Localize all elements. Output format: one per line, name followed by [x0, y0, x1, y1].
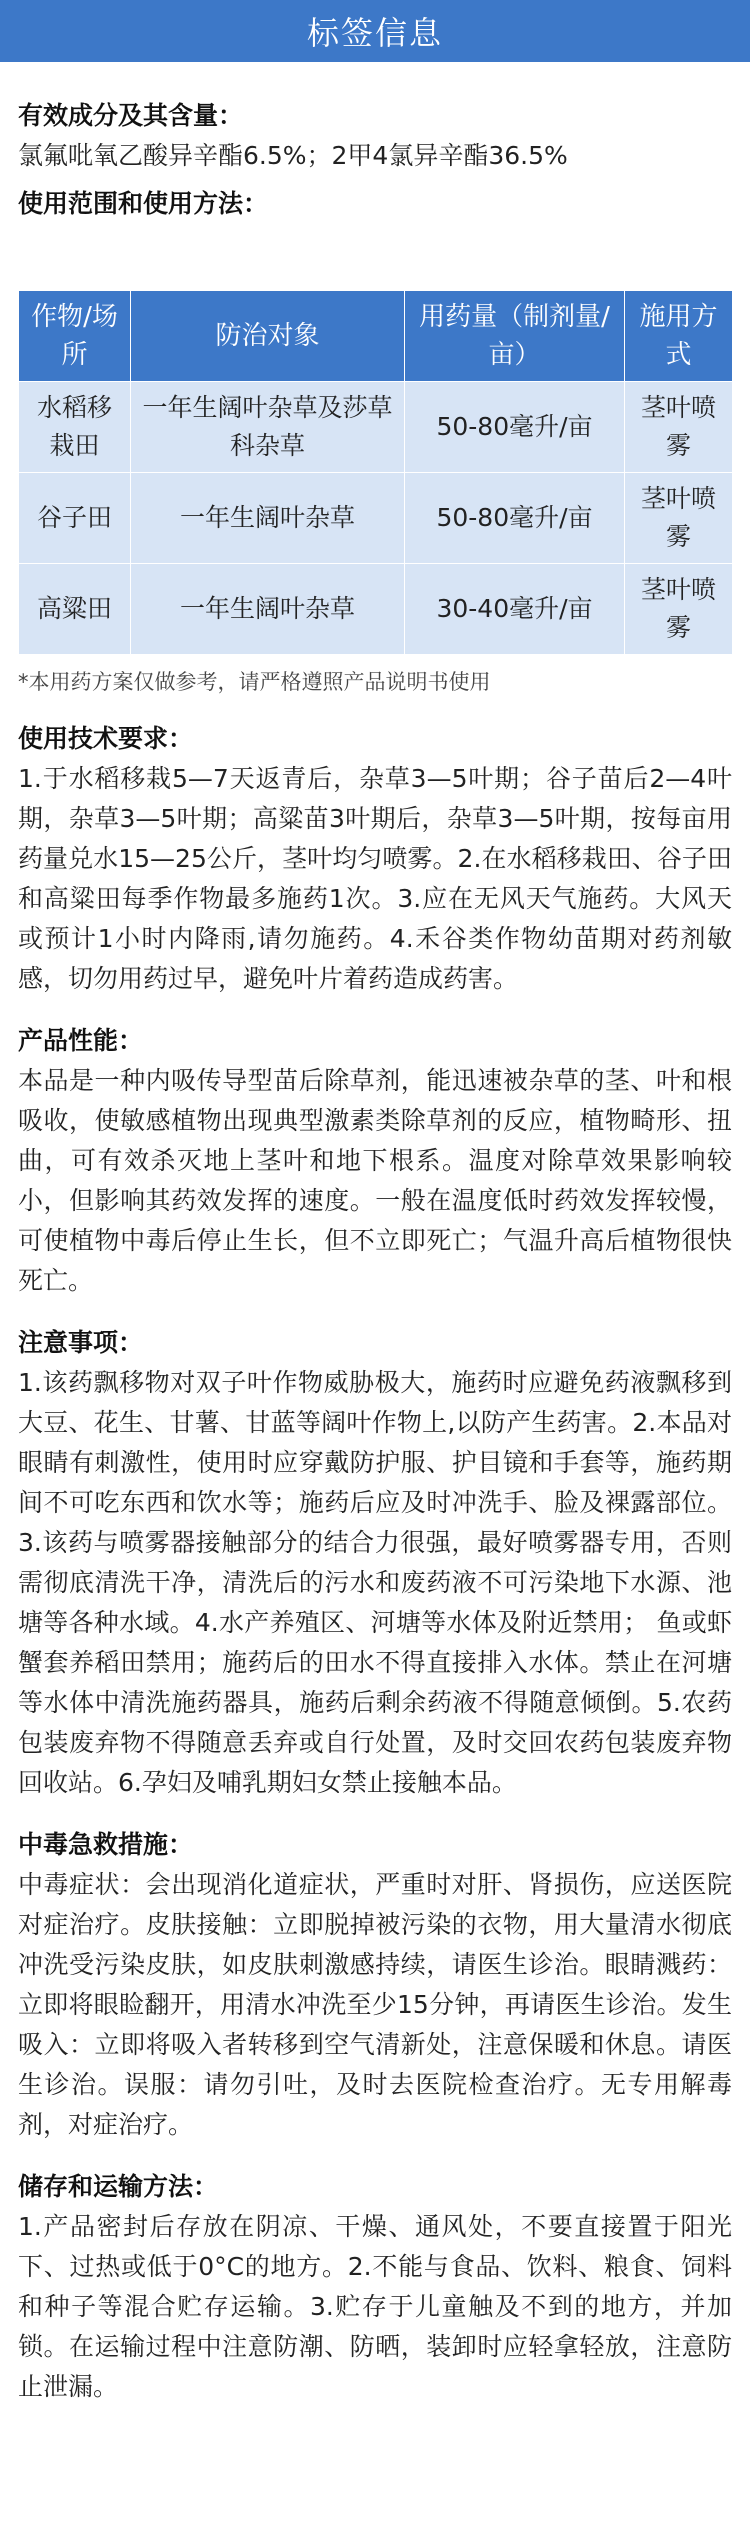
firstaid-section — [18, 1825, 732, 2145]
col-header-method: 施用方式 — [625, 291, 733, 382]
technical-title: 使用技术要求： — [18, 724, 194, 753]
performance-title: 产品性能： — [18, 1026, 144, 1055]
storage-section — [18, 2167, 732, 2407]
cell-crop: 水稻移栽田 — [19, 382, 131, 473]
precautions-section — [18, 1323, 732, 1803]
performance-text: 本品是一种内吸传导型苗后除草剂，能迅速被杂草的茎、叶和根吸收，使敏感植物出现典型激素类除草剂的反应，植物畸形、扭曲，可有效杀灭地上茎叶和地下根系。温度对除草效果影响较小，但影响其药效发挥的速度。一般在温度低时药效发挥较慢，可使植物中毒后停止生长，但不立即死亡；气温升高后植物很快死亡。 — [18, 1066, 732, 1295]
cell-target: 一年生阔叶杂草及莎草科杂草 — [131, 382, 405, 473]
precautions-text: 1.该药飘移物对双子叶作物威胁极大，施药时应避免药液飘移到大豆、花生、甘薯、甘蓝等阔叶作物上,以防产生药害。2.本品对眼睛有刺激性，使用时应穿戴防护服、护目镜和手套等，施药期间不可吃东西和饮水等；施药后应及时冲洗手、脸及裸露部位。 3.该药与喷雾器接触部分的结合力很强，最好喷雾器专用，否则需彻底清洗干净，清洗后的污水和废药液不可污染地下水源、池塘等各种水域。4.水产养殖区、河塘等水体及附近禁用； 鱼或虾蟹套养稻田禁用；施药后的田水不得直接排入水体。禁止在河塘等水体中清洗施药器具，施药后剩余药液不得随意倾倒。5.农药包装废弃物不得随意丢弃或自行处置，及时交回农药包装废弃物回收站。6.孕妇及哺乳期妇女禁止接触本品。 — [18, 1368, 732, 1797]
usage-table — [18, 290, 733, 655]
precautions-title: 注意事项： — [18, 1328, 144, 1357]
col-header-target: 防治对象 — [131, 291, 405, 382]
technical-section — [18, 719, 732, 999]
cell-method: 茎叶喷雾 — [625, 382, 733, 473]
performance-section — [18, 1021, 732, 1301]
cell-dosage: 50-80毫升/亩 — [405, 473, 625, 564]
table-row — [19, 473, 733, 564]
storage-text: 1.产品密封后存放在阴凉、干燥、通风处，不要直接置于阳光下、过热或低于0°C的地方。2.不能与食品、饮料、粮食、饲料和种子等混合贮存运输。3.贮存于儿童触及不到的地方，并加锁。在运输过程中注意防潮、防晒，装卸时应轻拿轻放，注意防止泄漏。 — [18, 2212, 732, 2401]
usage-note: *本用药方案仅做参考，请严格遵照产品说明书使用 — [18, 670, 491, 694]
firstaid-title: 中毒急救措施： — [18, 1830, 194, 1859]
col-header-dosage: 用药量（制剂量/亩） — [405, 291, 625, 382]
table-row — [19, 382, 733, 473]
cell-target: 一年生阔叶杂草 — [131, 564, 405, 655]
label-info-header — [0, 0, 750, 62]
table-row — [19, 564, 733, 655]
cell-crop: 谷子田 — [19, 473, 131, 564]
cell-dosage: 50-80毫升/亩 — [405, 382, 625, 473]
cell-crop: 高粱田 — [19, 564, 131, 655]
cell-method: 茎叶喷雾 — [625, 473, 733, 564]
page-title: 标签信息 — [306, 14, 443, 52]
storage-title: 储存和运输方法： — [18, 2172, 219, 2201]
label-content — [18, 62, 732, 2407]
ingredients-text: 氯氟吡氧乙酸异辛酯6.5%；2甲4氯异辛酯36.5% — [18, 141, 568, 170]
usage-table-header-row — [19, 291, 733, 382]
usage-section — [18, 184, 732, 697]
firstaid-text: 中毒症状：会出现消化道症状，严重时对肝、肾损伤，应送医院对症治疗。皮肤接触：立即脱掉被污染的衣物，用大量清水彻底冲洗受污染皮肤，如皮肤刺激感持续，请医生诊治。眼睛溅药：立即将眼睑翻开，用清水冲洗至少15分钟，再请医生诊治。发生吸入：立即将吸入者转移到空气清新处，注意保暖和休息。请医生诊治。误服：请勿引吐，及时去医院检查治疗。无专用解毒剂，对症治疗。 — [18, 1870, 732, 2139]
cell-method: 茎叶喷雾 — [625, 564, 733, 655]
usage-title: 使用范围和使用方法： — [18, 189, 269, 218]
col-header-crop: 作物/场所 — [19, 291, 131, 382]
cell-target: 一年生阔叶杂草 — [131, 473, 405, 564]
cell-dosage: 30-40毫升/亩 — [405, 564, 625, 655]
ingredients-title: 有效成分及其含量： — [18, 101, 244, 130]
technical-text: 1.于水稻移栽5—7天返青后，杂草3—5叶期；谷子苗后2—4叶期，杂草3—5叶期；高粱苗3叶期后，杂草3—5叶期，按每亩用药量兑水15—25公斤，茎叶均匀喷雾。2.在水稻移栽田、谷子田和高粱田每季作物最多施药1次。3.应在无风天气施药。大风天或预计1小时内降雨,请勿施药。4.禾谷类作物幼苗期对药剂敏感，切勿用药过早，避免叶片着药造成药害。 — [18, 764, 732, 993]
ingredients-section — [18, 96, 732, 176]
